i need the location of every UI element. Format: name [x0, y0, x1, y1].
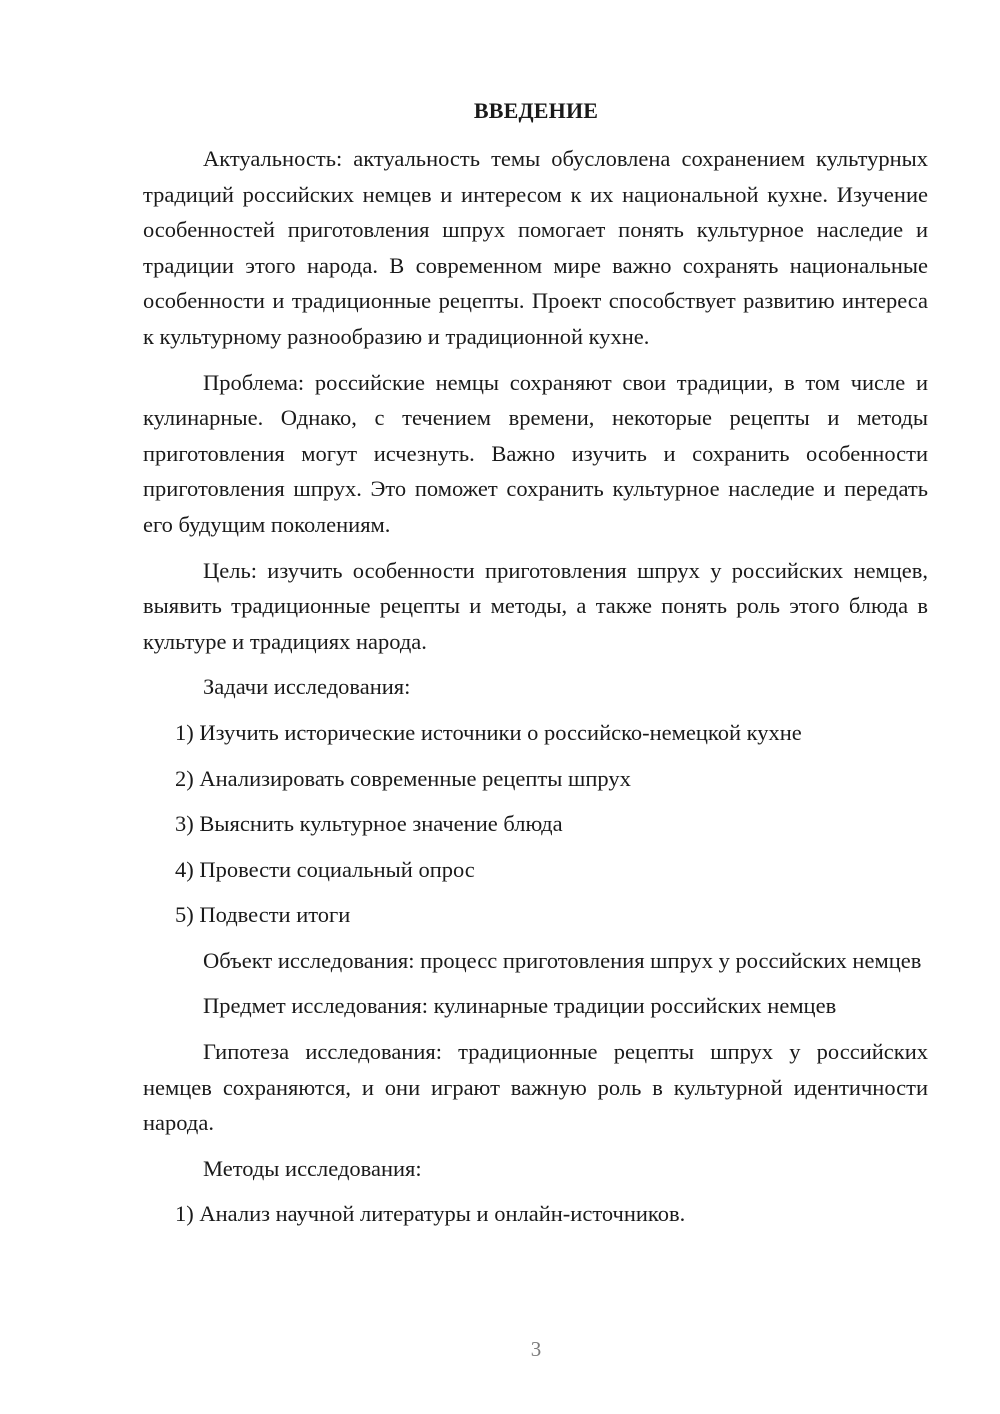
task-item: 1) Изучить исторические источники о российско-немецкой кухне — [175, 719, 802, 745]
section-heading: ВВЕДЕНИЕ — [473, 98, 599, 123]
task-item: 2) Анализировать современные рецепты шпрух — [175, 765, 631, 791]
task-item: 3) Выяснить культурное значение блюда — [175, 811, 563, 837]
method-item: 1) Анализ научной литературы и онлайн-источников. — [175, 1201, 686, 1227]
methods-list — [143, 1196, 928, 1232]
body-text — [143, 141, 928, 1242]
task-item: 5) Подвести итоги — [175, 902, 351, 928]
tasks-label: Задачи исследования: — [203, 674, 411, 700]
goal-paragraph: Цель: изучить особенности приготовления шпрух у российских немцев, выявить традиционные рецепты и методы, а также понять роль этого блюда в культуре и традициях народа. — [143, 557, 928, 654]
object-paragraph: Объект исследования: процесс приготовления шпрух у российских немцев — [203, 947, 922, 973]
page-number: 3 — [530, 1337, 542, 1361]
problem-paragraph: Проблема: российские немцы сохраняют свои традиции, в том числе и кулинарные. Однако, с течением времени, некоторые рецепты и методы приготовления могут исчезнуть. Важно изучить и сохранить особенности приготовления шпрух. Это поможет сохранить культурное наследие и передать его будущим поколениям. — [143, 369, 928, 537]
subject-paragraph: Предмет исследования: кулинарные традиции российских немцев — [203, 993, 837, 1019]
relevance-paragraph: Актуальность: актуальность темы обусловлена сохранением культурных традиций российских немцев и интересом к их национальной кухне. Изучение особенностей приготовления шпрух помогает понять культурное наследие и традиции этого народа. В современном мире важно сохранять национальные особенности и традиционные рецепты. Проект способствует развитию интереса к культурному разнообразию и традиционной кухне. — [143, 146, 928, 349]
task-item: 4) Провести социальный опрос — [175, 856, 475, 882]
methods-label: Методы исследования: — [203, 1155, 422, 1181]
tasks-list — [143, 715, 928, 933]
hypothesis-paragraph: Гипотеза исследования: традиционные рецепты шпрух у российских немцев сохраняются, и они играют важную роль в культурной идентичности народа. — [143, 1039, 928, 1136]
